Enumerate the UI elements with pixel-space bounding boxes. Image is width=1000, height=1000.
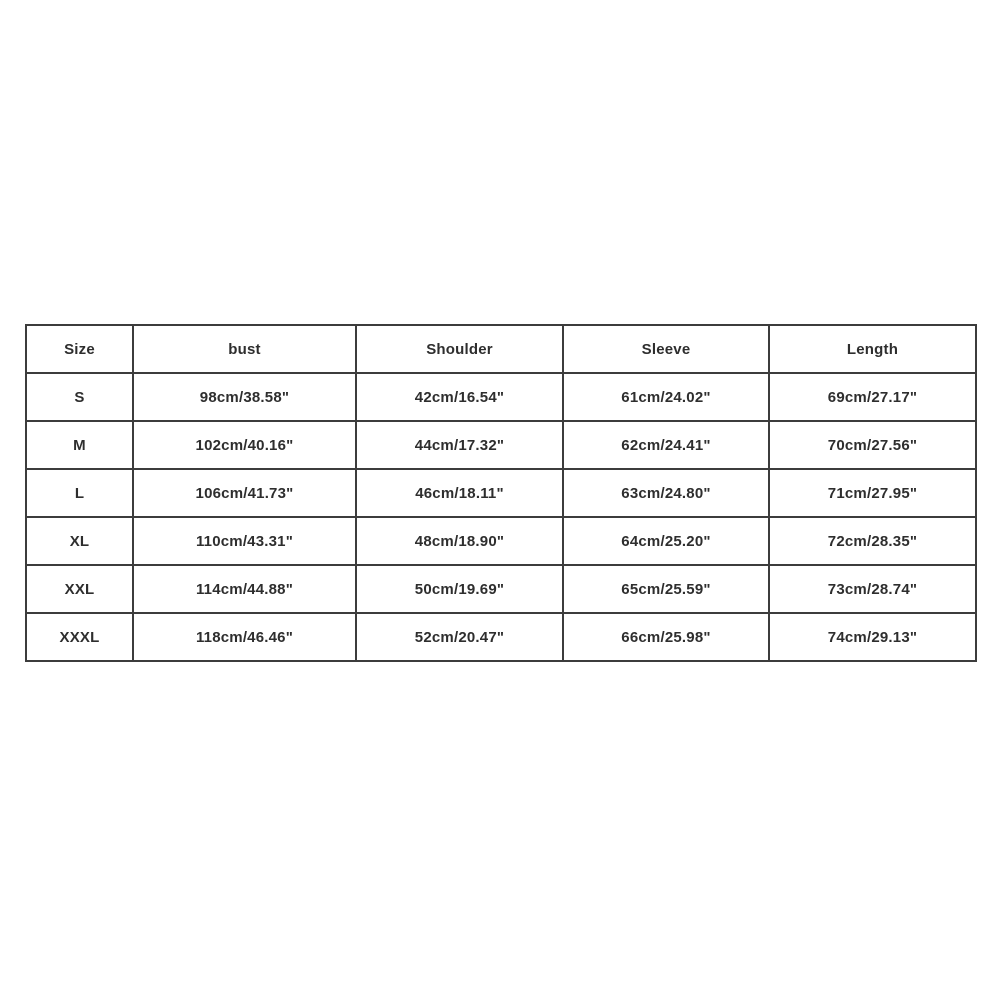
table-row-xl	[26, 517, 976, 565]
cell-bust: 102cm/40.16"	[133, 421, 356, 469]
cell-shoulder: 42cm/16.54"	[356, 373, 563, 421]
cell-sleeve: 63cm/24.80"	[563, 469, 769, 517]
cell-size: XXL	[26, 565, 133, 613]
cell-size: XL	[26, 517, 133, 565]
table-row-m	[26, 421, 976, 469]
header-shoulder: Shoulder	[356, 325, 563, 373]
cell-shoulder: 50cm/19.69"	[356, 565, 563, 613]
cell-length: 70cm/27.56"	[769, 421, 976, 469]
cell-length: 69cm/27.17"	[769, 373, 976, 421]
header-sleeve: Sleeve	[563, 325, 769, 373]
cell-size: M	[26, 421, 133, 469]
size-chart-table	[25, 324, 977, 662]
cell-sleeve: 65cm/25.59"	[563, 565, 769, 613]
cell-size: XXXL	[26, 613, 133, 661]
cell-sleeve: 66cm/25.98"	[563, 613, 769, 661]
table-row-xxxl	[26, 613, 976, 661]
cell-shoulder: 48cm/18.90"	[356, 517, 563, 565]
cell-bust: 118cm/46.46"	[133, 613, 356, 661]
cell-sleeve: 62cm/24.41"	[563, 421, 769, 469]
cell-bust: 110cm/43.31"	[133, 517, 356, 565]
cell-length: 71cm/27.95"	[769, 469, 976, 517]
header-row	[26, 325, 976, 373]
table-row-s	[26, 373, 976, 421]
cell-size: S	[26, 373, 133, 421]
cell-length: 72cm/28.35"	[769, 517, 976, 565]
cell-bust: 114cm/44.88"	[133, 565, 356, 613]
cell-length: 73cm/28.74"	[769, 565, 976, 613]
cell-size: L	[26, 469, 133, 517]
table-row-l	[26, 469, 976, 517]
cell-shoulder: 44cm/17.32"	[356, 421, 563, 469]
header-bust: bust	[133, 325, 356, 373]
cell-length: 74cm/29.13"	[769, 613, 976, 661]
cell-shoulder: 46cm/18.11"	[356, 469, 563, 517]
header-size: Size	[26, 325, 133, 373]
cell-shoulder: 52cm/20.47"	[356, 613, 563, 661]
cell-bust: 106cm/41.73"	[133, 469, 356, 517]
header-length: Length	[769, 325, 976, 373]
table-row-xxl	[26, 565, 976, 613]
cell-sleeve: 61cm/24.02"	[563, 373, 769, 421]
cell-bust: 98cm/38.58"	[133, 373, 356, 421]
cell-sleeve: 64cm/25.20"	[563, 517, 769, 565]
